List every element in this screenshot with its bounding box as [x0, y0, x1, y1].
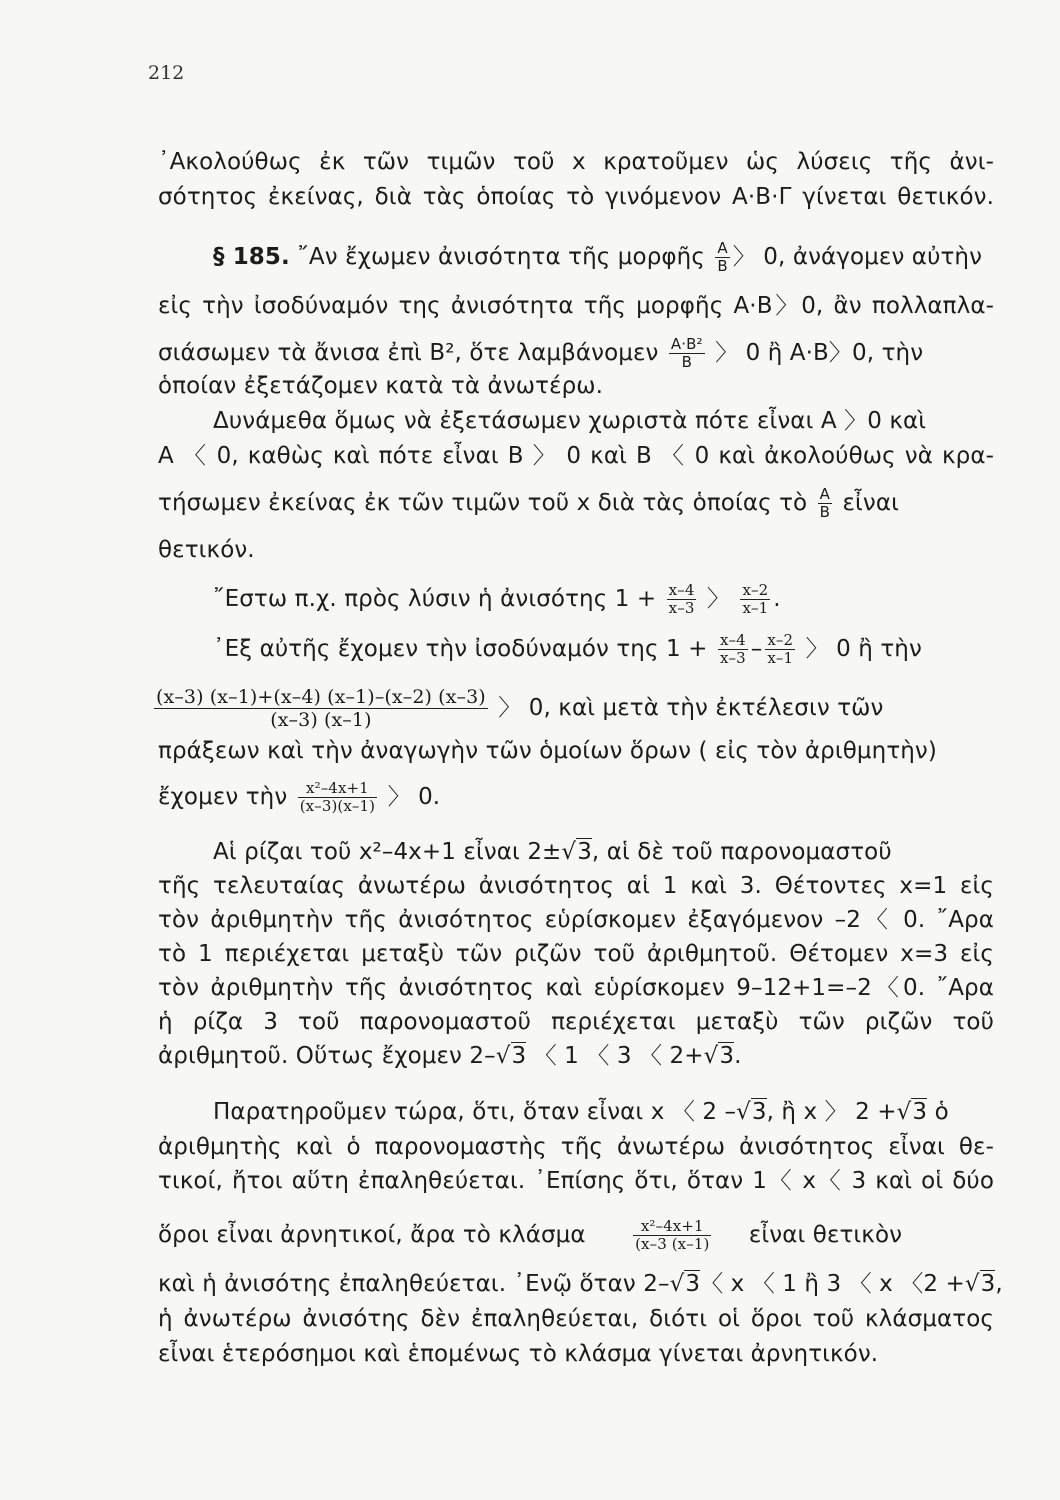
text-line: [158, 146, 994, 178]
text-line: [158, 534, 994, 566]
fraction: [818, 486, 832, 521]
denominator: (x–3 (x–1): [635, 1235, 710, 1253]
text-span: τὸ 1 περιέχεται μεταξὺ τῶν ριζῶν τοῦ ἀριθμητοῦ. Θέτομεν x=3 εἰς: [158, 941, 994, 967]
fraction: [298, 780, 377, 815]
text-line: [213, 405, 994, 437]
text-span: ὁ: [927, 1099, 949, 1125]
fraction: [718, 632, 748, 667]
text-line: [158, 1338, 994, 1370]
text-line: [158, 1268, 1003, 1300]
text-span: ἔχομεν τὴν: [158, 784, 288, 810]
text-span: Αἱ ρίζαι τοῦ x²–4x+1 εἶναι 2±√: [213, 839, 577, 865]
radicand: 3: [577, 839, 592, 865]
text-line: [158, 870, 994, 902]
text-span: 〉 0.: [387, 784, 441, 810]
text-span: Δυνάμεθα ὅμως νὰ ἐξετάσωμεν χωριστὰ πότε εἶναι Α 〉0 καὶ: [213, 408, 927, 434]
text-line: [158, 735, 994, 767]
text-span: τικοί, ἤτοι αὕτη ἐπαληθεύεται. ᾿Επίσης ὅτι, ὅταν 1〈 x〈 3 καὶ οἱ δύο: [158, 1168, 994, 1194]
text-span: τῆς τελευταίας ἀνωτέρω ἀνισότητος αἱ 1 καὶ 3. Θέτοντες x=1 εἰς: [158, 873, 994, 899]
section-185-heading-line: [213, 240, 994, 275]
text-line: [213, 582, 994, 617]
text-line: [158, 686, 994, 731]
numerator: (x–3) (x–1)+(x–4) (x–1)–(x–2) (x–3): [156, 686, 486, 708]
text-span: ὅροι εἶναι ἀρνητικοί, ἄρα τὸ κλάσμα: [158, 1222, 586, 1248]
radicand: 3: [980, 1271, 996, 1297]
denominator: x–1: [742, 599, 769, 617]
text-span: τὸν ἀριθμητὴν τῆς ἀνισότητος εὑρίσκομεν ἐξαγόμενον –2〈 0. ῎Αρα: [158, 907, 994, 933]
text-span: ἡ ρίζα 3 τοῦ παρονομαστοῦ περιέχεται μεταξὺ τῶν ριζῶν τοῦ: [158, 1009, 994, 1035]
text-span: ὁποίαν ἐξετάζομεν κατὰ τὰ ἀνωτέρω.: [158, 373, 604, 399]
numerator: Α: [819, 485, 831, 503]
text-line: [158, 486, 994, 521]
text-span: ,: [995, 1271, 1003, 1297]
denominator: Β: [819, 503, 831, 521]
numerator: x–4: [719, 631, 746, 649]
text-span: πράξεων καὶ τὴν ἀναγωγὴν τῶν ὁμοίων ὅρων ( εἰς τὸν ἀριθμητὴν): [158, 738, 937, 764]
text-line: [158, 1303, 994, 1335]
text-line: [158, 440, 994, 472]
text-line: [158, 938, 994, 970]
fraction: [715, 240, 729, 275]
text-span: σιάσωμεν τὰ ἄνισα ἐπὶ Β², ὅτε λαμβάνομεν: [158, 340, 659, 366]
numerator: Α·Β²: [670, 335, 703, 353]
text-line: [158, 290, 994, 322]
text-span: 〉: [706, 586, 731, 612]
numerator: x–2: [767, 631, 794, 649]
text-span: ἀριθμητοῦ. Οὕτως ἔχομεν 2–√: [158, 1043, 511, 1069]
fraction: [154, 686, 488, 731]
page-number: 212: [148, 62, 185, 84]
text-span: ἡ ἀνωτέρω ἀνισότης δὲν ἐπαληθεύεται, διότι οἱ ὅροι τοῦ κλάσματος: [158, 1306, 994, 1332]
text-span: ᾿Εξ αὐτῆς ἔχομεν τὴν ἰσοδύναμόν της 1 +: [213, 636, 708, 662]
denominator: (x–3)(x–1): [299, 797, 376, 815]
text-span: τήσωμεν ἐκείνας ἐκ τῶν τιμῶν τοῦ x διὰ τὰς ὁποίας τὸ: [158, 490, 808, 516]
text-line: [158, 370, 994, 402]
fraction: [740, 582, 770, 617]
text-span: 〉 0, καὶ μετὰ τὴν ἐκτέλεσιν τῶν: [498, 695, 884, 721]
text-span: 〈 x 〈 1 ἢ 3 〈 x 〈2 +√: [700, 1271, 980, 1297]
fraction: [669, 336, 705, 371]
denominator: x–3: [668, 599, 695, 617]
text-span: , ἢ x 〉 2 +√: [766, 1099, 912, 1125]
text-line: [213, 632, 994, 667]
text-span: 〉 0, ἀνάγομεν αὐτὴν: [732, 244, 983, 270]
text-line: [158, 1040, 994, 1072]
radicand: 3: [719, 1043, 735, 1069]
text-span: 〉 0 ἢ Α·Β〉0, τὴν: [715, 340, 924, 366]
text-line: [158, 336, 994, 371]
numerator: x²–4x+1: [640, 1217, 704, 1235]
text-span: θετικόν.: [158, 537, 255, 563]
radicand: 3: [685, 1271, 701, 1297]
text-span: ῎Αν ἔχωμεν ἀνισότητα τῆς μορφῆς: [297, 244, 705, 270]
text-span: ἀριθμητὴς καὶ ὁ παρονομαστὴς τῆς ἀνωτέρω ἀνισότητος εἶναι θε-: [158, 1134, 994, 1160]
text-span: Παρατηροῦμεν τώρα, ὅτι, ὅταν εἶναι x 〈 2 –√: [213, 1099, 751, 1125]
denominator: (x–3) (x–1): [154, 708, 488, 731]
numerator: x–4: [668, 581, 695, 599]
text-span: εἶναι ἑτερόσημοι καὶ ἑπομένως τὸ κλάσμα γίνεται ἀρνητικόν.: [158, 1341, 879, 1367]
text-line: [158, 972, 994, 1004]
text-span: τὸν ἀριθμητὴν τῆς ἀνισότητος καὶ εὑρίσκομεν 9–12+1=–2〈0. ῎Αρα: [158, 975, 994, 1001]
radicand: 3: [912, 1099, 928, 1125]
text-span: σότητος ἐκείνας, διὰ τὰς ὁποίας τὸ γινόμενον Α·Β·Γ γίνεται θετικόν.: [158, 184, 994, 210]
text-line: [158, 904, 994, 936]
numerator: x–2: [742, 581, 769, 599]
text-line: [158, 181, 994, 213]
denominator: Β: [717, 257, 728, 275]
text-line: [158, 780, 994, 815]
text-line: [158, 1006, 994, 1038]
denominator: x–1: [767, 649, 794, 667]
text-span: εἶναι: [842, 490, 899, 516]
text-span: καὶ ἡ ἀνισότης ἐπαληθεύεται. ᾿Ενῷ ὅταν 2–√: [158, 1271, 685, 1297]
text-line: [213, 836, 994, 868]
text-span: –: [750, 636, 763, 662]
radicand: 3: [751, 1099, 767, 1125]
numerator: x²–4x+1: [306, 779, 369, 797]
text-span: εἶναι θετικὸν: [748, 1222, 903, 1248]
section-number: § 185.: [213, 244, 290, 270]
denominator: x–3: [719, 649, 746, 667]
text-span: Α 〈 0, καθὼς καὶ πότε εἶναι Β 〉 0 καὶ Β 〈 0 καὶ ἀκολούθως νὰ κρα-: [158, 443, 994, 469]
text-line: [158, 1131, 994, 1163]
text-span: 〈 1 〈 3 〈 2+√: [526, 1043, 719, 1069]
text-span: ῎Εστω π.χ. πρὸς λύσιν ἡ ἀνισότης 1 +: [213, 586, 657, 612]
fraction: [667, 582, 697, 617]
text-line: [213, 1096, 994, 1128]
text-span: , αἱ δὲ τοῦ παρονομαστοῦ: [591, 839, 892, 865]
text-span: εἰς τὴν ἰσοδύναμόν της ἀνισότητα τῆς μορφῆς Α·Β〉0, ἂν πολλαπλα-: [158, 293, 994, 319]
text-line: [158, 1218, 994, 1253]
numerator: Α: [717, 239, 728, 257]
denominator: Β: [669, 353, 705, 371]
radicand: 3: [511, 1043, 527, 1069]
fraction: [765, 632, 795, 667]
fraction: [633, 1218, 711, 1253]
text-span: .: [734, 1043, 742, 1069]
text-span: .: [773, 586, 781, 612]
text-line: [158, 1165, 994, 1197]
text-span: 〉 0 ἢ τὴν: [805, 636, 922, 662]
text-span: ᾿Ακολούθως ἐκ τῶν τιμῶν τοῦ x κρατοῦμεν ὡς λύσεις τῆς ἀνι-: [158, 149, 994, 175]
